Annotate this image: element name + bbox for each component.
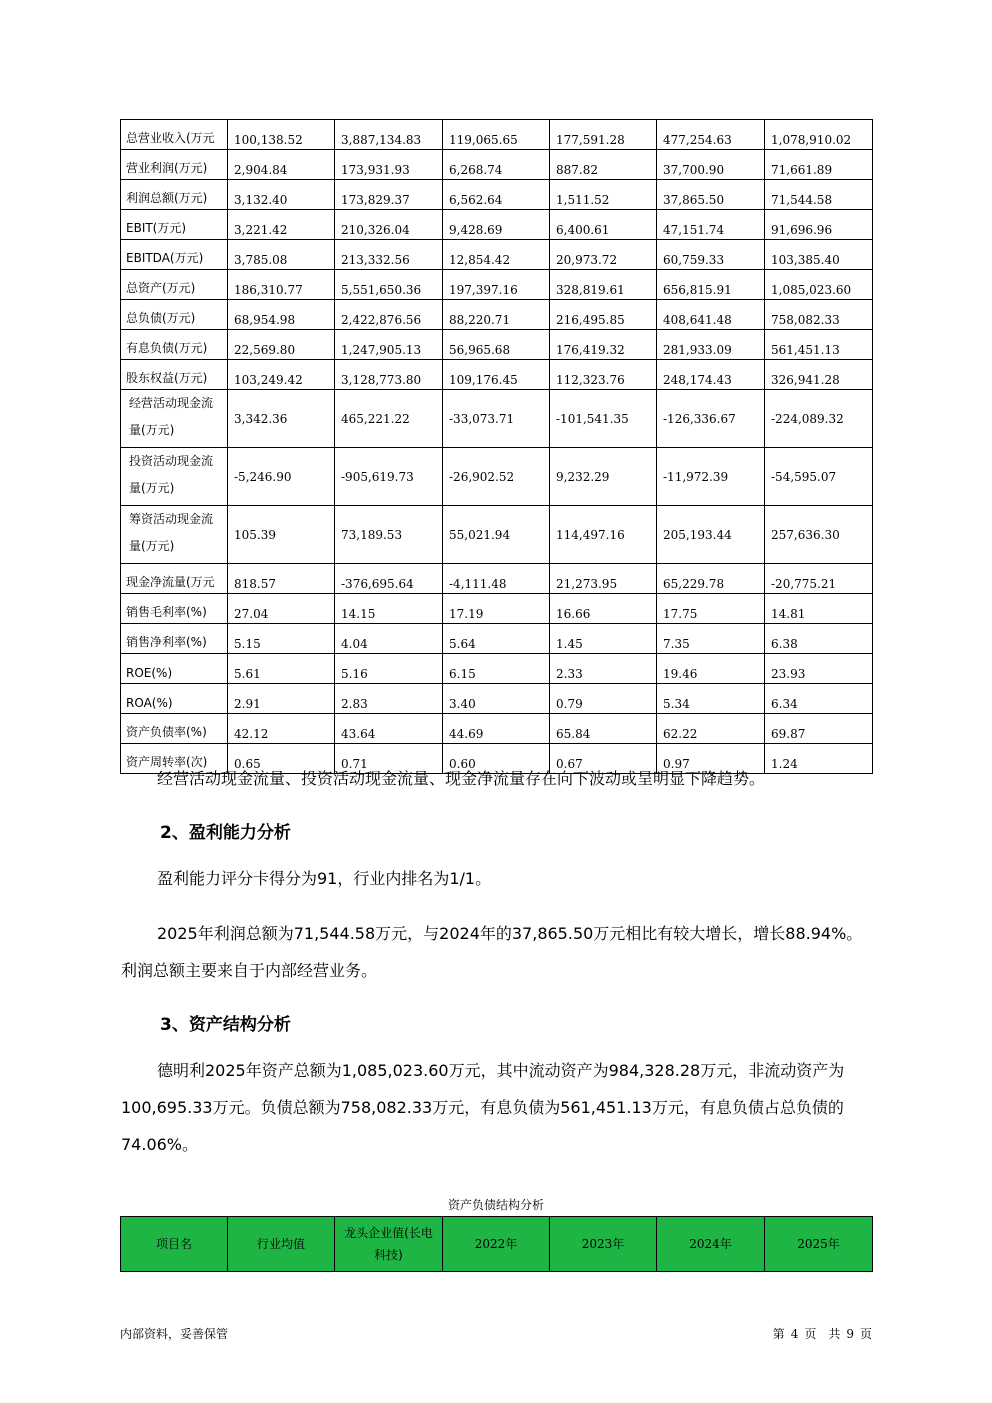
table-cell: 1,085,023.60: [765, 270, 873, 300]
table-cell: 119,065.65: [443, 120, 550, 150]
row-label: 资产负债率(%): [121, 714, 228, 744]
row-label: 总资产(万元): [121, 270, 228, 300]
table-cell: 109,176.45: [443, 360, 550, 390]
table-cell: 73,189.53: [335, 506, 443, 564]
table-cell: 65.84: [550, 714, 657, 744]
header-industry-average: 行业均值: [228, 1217, 335, 1272]
table-cell: -101,541.35: [550, 390, 657, 448]
table-cell: 16.66: [550, 594, 657, 624]
table-cell: 248,174.43: [657, 360, 765, 390]
table-cell: 114,497.16: [550, 506, 657, 564]
table-cell: 3,785.08: [228, 240, 335, 270]
table-cell: 758,082.33: [765, 300, 873, 330]
table-cell: 465,221.22: [335, 390, 443, 448]
table-cell: 14.15: [335, 594, 443, 624]
table-cell: 17.75: [657, 594, 765, 624]
table-cell: 177,591.28: [550, 120, 657, 150]
table-header-row: [121, 1217, 873, 1272]
table-cell: -126,336.67: [657, 390, 765, 448]
table-row: [121, 210, 873, 240]
table-cell: 5.61: [228, 654, 335, 684]
asset-structure-paragraph: 德明利2025年资产总额为1,085,023.60万元，其中流动资产为984,328.28万元，非流动资产为100,695.33万元。负债总额为758,082.33万元，有息负债为561,451.13万元，有息负债占总负债的74.06%。: [121, 1061, 845, 1154]
row-label: 股东权益(万元): [121, 360, 228, 390]
table-cell: 71,544.58: [765, 180, 873, 210]
table-cell: 0.97: [657, 744, 765, 774]
table-cell: 105.39: [228, 506, 335, 564]
table-cell: 3,221.42: [228, 210, 335, 240]
table-cell: 173,931.93: [335, 150, 443, 180]
table-cell: -11,972.39: [657, 448, 765, 506]
table-cell: 6.34: [765, 684, 873, 714]
table-cell: 561,451.13: [765, 330, 873, 360]
financial-indicator-table: [120, 119, 873, 774]
row-label: EBIT(万元): [121, 210, 228, 240]
table-cell: 6.38: [765, 624, 873, 654]
table-row: [121, 448, 873, 506]
table-cell: 5.15: [228, 624, 335, 654]
table-cell: 5.64: [443, 624, 550, 654]
table-cell: 2.83: [335, 684, 443, 714]
table-cell: 112,323.76: [550, 360, 657, 390]
table-row: [121, 360, 873, 390]
table-row: [121, 624, 873, 654]
table-cell: 68,954.98: [228, 300, 335, 330]
table-cell: 1,511.52: [550, 180, 657, 210]
table-cell: 210,326.04: [335, 210, 443, 240]
header-year-2023: 2023年: [550, 1217, 657, 1272]
table-row: [121, 330, 873, 360]
row-label: 有息负债(万元): [121, 330, 228, 360]
table-cell: 887.82: [550, 150, 657, 180]
table-row: [121, 390, 873, 448]
table-cell: 1.24: [765, 744, 873, 774]
table-row: [121, 684, 873, 714]
table-cell: 14.81: [765, 594, 873, 624]
table-cell: 37,865.50: [657, 180, 765, 210]
row-label: ROE(%): [121, 654, 228, 684]
table-cell: 328,819.61: [550, 270, 657, 300]
table-cell: -26,902.52: [443, 448, 550, 506]
table-cell: 2,422,876.56: [335, 300, 443, 330]
table-cell: 12,854.42: [443, 240, 550, 270]
table-cell: -376,695.64: [335, 564, 443, 594]
table-row: [121, 300, 873, 330]
table-cell: 176,419.32: [550, 330, 657, 360]
table-cell: 20,973.72: [550, 240, 657, 270]
table-cell: 656,815.91: [657, 270, 765, 300]
table-row: [121, 506, 873, 564]
table-cell: 71,661.89: [765, 150, 873, 180]
table-cell: -20,775.21: [765, 564, 873, 594]
table-row: [121, 594, 873, 624]
row-label: 销售净利率(%): [121, 624, 228, 654]
table-cell: 477,254.63: [657, 120, 765, 150]
table-row: [121, 120, 873, 150]
table-cell: 21,273.95: [550, 564, 657, 594]
table-cell: 100,138.52: [228, 120, 335, 150]
table-cell: 17.19: [443, 594, 550, 624]
header-item-name: 项目名: [121, 1217, 228, 1272]
table-row: [121, 654, 873, 684]
table-cell: 103,249.42: [228, 360, 335, 390]
header-year-2022: 2022年: [443, 1217, 550, 1272]
table-cell: 0.79: [550, 684, 657, 714]
row-label: 投资活动现金流量(万元): [121, 448, 228, 506]
table-cell: 197,397.16: [443, 270, 550, 300]
profit-paragraph: 2025年利润总额为71,544.58万元，与2024年的37,865.50万元相比有较大增长，增长88.94%。利润总额主要来自于内部经营业务。: [121, 924, 863, 980]
header-year-2025: 2025年: [765, 1217, 873, 1272]
row-label: 现金净流量(万元: [121, 564, 228, 594]
page-mid: 页 共: [804, 1327, 841, 1341]
cashflow-paragraph: 经营活动现金流量、投资活动现金流量、现金净流量存在向下波动或呈明显下降趋势。: [157, 769, 766, 788]
table-cell: 0.60: [443, 744, 550, 774]
table-cell: 23.93: [765, 654, 873, 684]
footer-confidential-note: 内部资料，妥善保管: [120, 1327, 229, 1341]
table-cell: 6,562.64: [443, 180, 550, 210]
row-label: EBITDA(万元): [121, 240, 228, 270]
table-cell: 213,332.56: [335, 240, 443, 270]
table-cell: 3,128,773.80: [335, 360, 443, 390]
row-label: ROA(%): [121, 684, 228, 714]
table-cell: 0.71: [335, 744, 443, 774]
table-cell: 9,232.29: [550, 448, 657, 506]
table-cell: 205,193.44: [657, 506, 765, 564]
table-cell: 43.64: [335, 714, 443, 744]
table-cell: -224,089.32: [765, 390, 873, 448]
table-row: [121, 270, 873, 300]
row-label: 营业利润(万元): [121, 150, 228, 180]
page-current: 4: [790, 1327, 799, 1341]
table-cell: 1,078,910.02: [765, 120, 873, 150]
row-label: 销售毛利率(%): [121, 594, 228, 624]
table-cell: 103,385.40: [765, 240, 873, 270]
table-cell: 326,941.28: [765, 360, 873, 390]
section-heading-asset-structure: 3、资产结构分析: [160, 1015, 291, 1035]
table-cell: 5,551,650.36: [335, 270, 443, 300]
table-cell: 3,132.40: [228, 180, 335, 210]
table-cell: 216,495.85: [550, 300, 657, 330]
table-cell: 22,569.80: [228, 330, 335, 360]
table-cell: 3,887,134.83: [335, 120, 443, 150]
table-cell: 0.67: [550, 744, 657, 774]
table-row: [121, 150, 873, 180]
table-cell: -5,246.90: [228, 448, 335, 506]
table-cell: 88,220.71: [443, 300, 550, 330]
table-cell: 6,400.61: [550, 210, 657, 240]
row-label: 利润总额(万元): [121, 180, 228, 210]
table-row: [121, 714, 873, 744]
table-cell: -905,619.73: [335, 448, 443, 506]
table-cell: 44.69: [443, 714, 550, 744]
table-cell: 2,904.84: [228, 150, 335, 180]
table-cell: 0.65: [228, 744, 335, 774]
table-cell: 7.35: [657, 624, 765, 654]
table-cell: 91,696.96: [765, 210, 873, 240]
table-cell: -33,073.71: [443, 390, 550, 448]
table-cell: 257,636.30: [765, 506, 873, 564]
table-cell: 19.46: [657, 654, 765, 684]
table-cell: 6,268.74: [443, 150, 550, 180]
table-cell: -4,111.48: [443, 564, 550, 594]
table-cell: 4.04: [335, 624, 443, 654]
table-cell: 60,759.33: [657, 240, 765, 270]
section-heading-profitability: 2、盈利能力分析: [160, 823, 291, 843]
table-cell: 42.12: [228, 714, 335, 744]
row-label: 总负债(万元): [121, 300, 228, 330]
table-cell: 818.57: [228, 564, 335, 594]
table-cell: 56,965.68: [443, 330, 550, 360]
table-cell: 6.15: [443, 654, 550, 684]
balance-sheet-structure-table: [120, 1216, 873, 1272]
row-label: 总营业收入(万元: [121, 120, 228, 150]
table-row: [121, 180, 873, 210]
table-cell: 5.34: [657, 684, 765, 714]
table-cell: 55,021.94: [443, 506, 550, 564]
table-cell: -54,595.07: [765, 448, 873, 506]
table-cell: 3.40: [443, 684, 550, 714]
header-leader-value: 龙头企业值(长电科技): [335, 1217, 443, 1272]
table-cell: 173,829.37: [335, 180, 443, 210]
table-cell: 2.91: [228, 684, 335, 714]
table-cell: 27.04: [228, 594, 335, 624]
row-label: 经营活动现金流量(万元): [121, 390, 228, 448]
table-cell: 1.45: [550, 624, 657, 654]
table-cell: 281,933.09: [657, 330, 765, 360]
table-cell: 47,151.74: [657, 210, 765, 240]
footer-page-number: [773, 1325, 872, 1342]
row-label: 资产周转率(次): [121, 744, 228, 774]
table-cell: 5.16: [335, 654, 443, 684]
table-cell: 65,229.78: [657, 564, 765, 594]
balance-sheet-table-caption: 资产负债结构分析: [447, 1198, 544, 1212]
page-prefix: 第: [772, 1327, 785, 1341]
table-cell: 3,342.36: [228, 390, 335, 448]
table-cell: 62.22: [657, 714, 765, 744]
table-cell: 186,310.77: [228, 270, 335, 300]
table-cell: 37,700.90: [657, 150, 765, 180]
table-cell: 69.87: [765, 714, 873, 744]
table-cell: 1,247,905.13: [335, 330, 443, 360]
page-total: 9: [846, 1327, 854, 1341]
profitability-score-paragraph: 盈利能力评分卡得分为91，行业内排名为1/1。: [157, 869, 492, 888]
table-cell: 9,428.69: [443, 210, 550, 240]
header-year-2024: 2024年: [657, 1217, 765, 1272]
page-suffix: 页: [859, 1327, 872, 1341]
row-label: 筹资活动现金流量(万元): [121, 506, 228, 564]
table-cell: 408,641.48: [657, 300, 765, 330]
table-cell: 2.33: [550, 654, 657, 684]
table-row: [121, 240, 873, 270]
table-row: [121, 564, 873, 594]
